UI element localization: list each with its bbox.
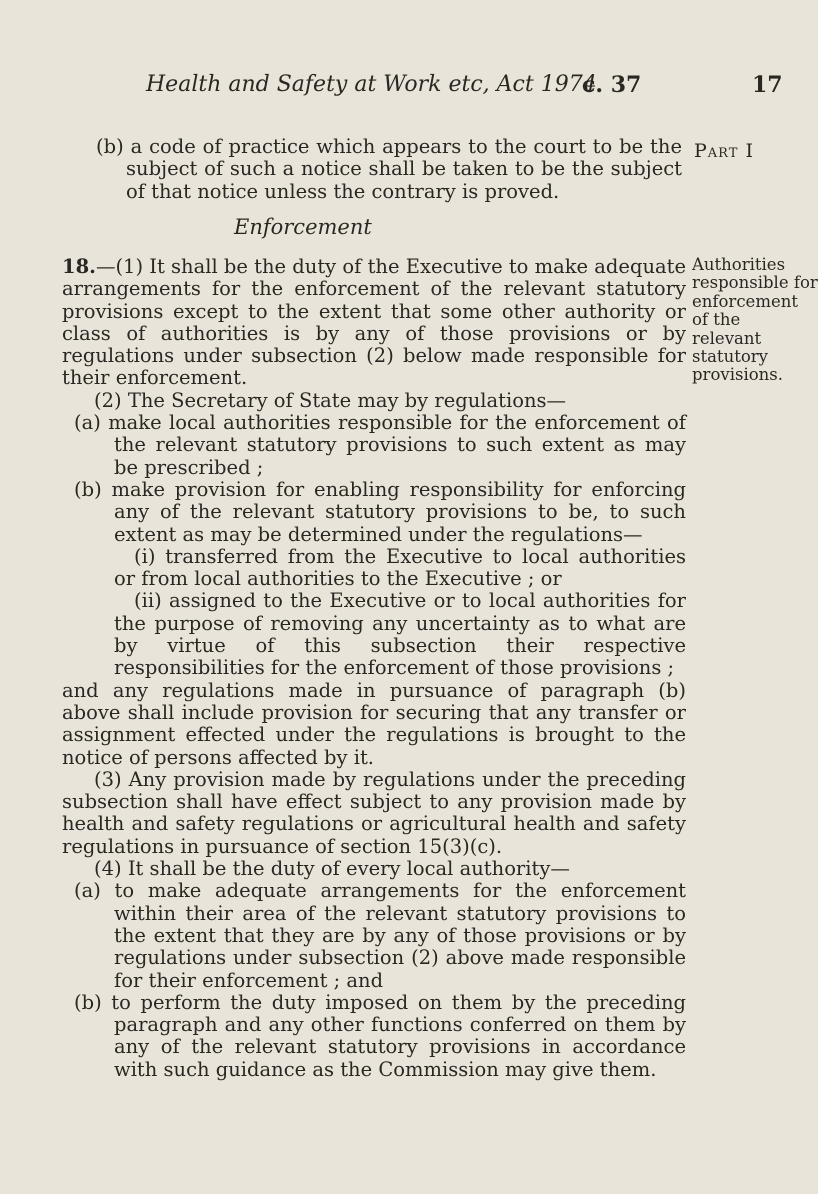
lead-paragraph: [62, 136, 682, 203]
subsection-2-b-ii: (ii) assigned to the Executive or to local authorities for the purpose of removing any uncertainty as to what are by virtue of this subsection their respective responsibilities for the enforcement of those provisions ;: [114, 589, 686, 680]
margin-note: [692, 255, 818, 385]
margin-note-line: Authorities: [692, 255, 786, 274]
lead-marker: (b): [96, 135, 124, 158]
subsection-4-intro: (4) It shall be the duty of every local authority—: [94, 857, 570, 881]
lead-text: [62, 136, 682, 203]
page-number: 17: [752, 72, 783, 98]
subsection-4-b: (b) to perform the duty imposed on them by the preceding paragraph and any other functions conferred on them by any of the relevant statutory provisions in accordance with such guidance as the Commission may give them.: [74, 990, 686, 1081]
subsection-2-tail: and any regulations made in pursuance of paragraph (b) above shall include provision for securing that any transfer or assignment effected under the regulations is brought to the notice of persons affected by it.: [62, 678, 686, 769]
subsection-2-b-i: (i) transferred from the Executive to local authorities or from local authorities to the Executive ; or: [114, 544, 686, 591]
subsection-2-b: (b) make provision for enabling responsibility for enforcing any of the relevant statutory provisions to be, to such extent as may be determined under the regulations—: [74, 477, 686, 546]
running-header-chapter: c. 37: [582, 72, 642, 98]
section-heading: Enforcement: [234, 215, 372, 239]
section-18: [62, 256, 686, 1081]
subsection-3: (3) Any provision made by regulations under the preceding subsection shall have effect subject to any provision made by health and safety regulations or agricultural health and safety regulations in pursuance of section 15(3)(c).: [62, 767, 686, 858]
subsection-1: [62, 256, 686, 390]
subsection-4-a: (a) to make adequate arrangements for the enforcement within their area of the relevant statutory provisions to the extent that they are by any of those provisions or by regulations under subsection (2) above made responsible for their enforcement ; and: [74, 879, 686, 992]
lead-body: a code of practice which appears to the court to be the subject of such a notice shall be taken to be the subject of that notice unless the contrary is proved.: [126, 135, 682, 203]
margin-part-label: Part I: [694, 140, 754, 162]
section-number: 18.: [62, 255, 96, 278]
margin-note-line: provisions.: [692, 365, 783, 385]
margin-note-line: relevant: [692, 328, 762, 348]
margin-note-line: enforcement: [692, 291, 798, 311]
margin-note-line: responsible for: [692, 273, 818, 293]
margin-note-line: statutory: [692, 347, 768, 367]
subsection-2-a: (a) make local authorities responsible for the enforcement of the relevant statutory provisions to such extent as may be prescribed ;: [74, 411, 686, 479]
running-header-title: Health and Safety at Work etc, Act 1974: [146, 72, 597, 97]
subsection-1-text: —(1) It shall be the duty of the Executive to make adequate arrangements for the enforcement of the relevant statutory provisions except to the extent that some other authority or class of authorities is by any of those provisions or by regulations under subsection (2) below made responsible for their enforcement.: [62, 255, 686, 390]
subsection-2-intro: (2) The Secretary of State may by regulations—: [94, 388, 567, 412]
margin-note-line: of the: [692, 310, 741, 330]
